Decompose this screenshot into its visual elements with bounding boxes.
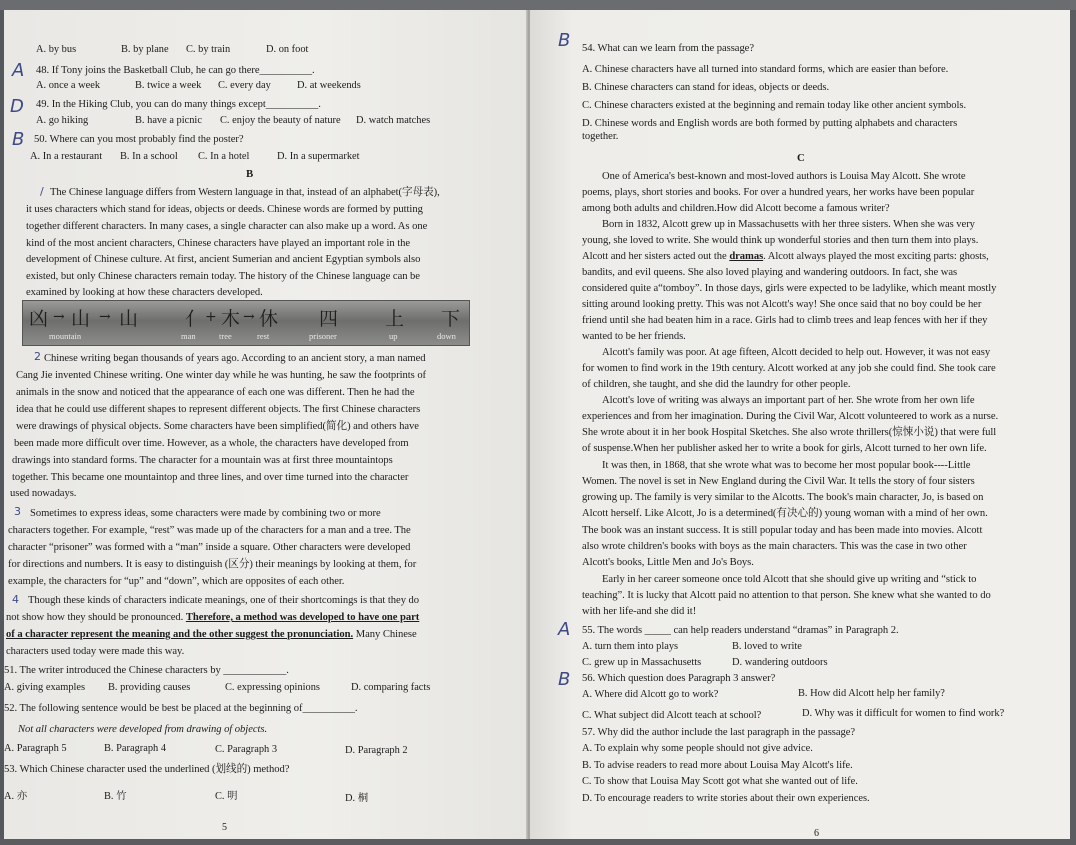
plus-glyph: +	[205, 309, 217, 325]
q53-stem: 53. Which Chinese character used the underlined (划线的) method?	[4, 764, 290, 775]
q53-option-d: D. 桐	[345, 793, 369, 804]
q49-stem: 49. In the Hiking Club, you can do many things except__________.	[36, 99, 321, 110]
c-para3-line: for women to find work in the 19th century. Alcott worked at any job she could find. She took care	[582, 363, 996, 374]
c-para2-line: sitting around looking pretty. This was not Alcott's way! She once said that no boy could be her	[582, 299, 982, 310]
section-b-heading: B	[246, 168, 254, 180]
b-para2-line: drawings into standard forms. The character for a mountain was at first three mountaintops	[12, 455, 393, 466]
caption-mountain: mountain	[49, 331, 82, 341]
arrow-glyph: →	[53, 309, 65, 325]
c-para2-line: friend until she had beaten him in a race. Girls had to climb trees and leap fences with her if they	[582, 315, 988, 326]
q49-option-c: C. enjoy the beauty of nature	[220, 115, 341, 126]
q51-stem: 51. The writer introduced the Chinese characters by ____________.	[4, 665, 289, 676]
c-para1-line: among both adults and children.How did Alcott become a famous writer?	[582, 203, 890, 214]
q54-option-a: A. Chinese characters have all turned into standard forms, which are easier than before.	[582, 64, 949, 75]
q55-option-c: C. grew up in Massachusetts	[582, 657, 702, 668]
paragraph-4-mark: 4	[12, 593, 19, 606]
q54-answer-mark: B	[558, 30, 571, 51]
b-para3-line: character “prisoner” was formed with a “man” inside a square. Other characters were developed	[8, 542, 411, 553]
q50-option-b: B. In a school	[120, 151, 178, 162]
c-para2-line: Born in 1832, Alcott grew up in Massachusetts with her three sisters. When she was very	[602, 219, 975, 230]
q49-answer-mark: D	[10, 96, 24, 117]
c-para2-line: considered quite a“tomboy”. In those days, girls were expected to be ladylike, which meant mostly	[582, 283, 997, 294]
c-para5-line: The book was an instant success. It is still popular today and has been made into movies. Alcott	[582, 525, 983, 536]
q57-option-a: A. To explain why some people should not give advice.	[582, 743, 813, 754]
glyph-mountain-modern: 山	[119, 308, 139, 330]
page-number-left: 5	[222, 822, 227, 833]
q49-option-d: D. watch matches	[356, 115, 431, 126]
arrow-glyph: →	[243, 309, 255, 325]
q51-option-d: D. comparing facts	[351, 682, 431, 693]
b-para1-line: together different characters. In many cases, a single character can also make up a word. As one	[26, 221, 428, 232]
c-para6-line: with her life-and she did it!	[582, 606, 697, 617]
q57-option-d: D. To encourage readers to write stories about their own experiences.	[582, 793, 870, 804]
c-para1-line: poems, plays, short stories and books. For over a hundred years, her works have been popular	[582, 187, 975, 198]
caption-tree: tree	[219, 331, 232, 341]
q50-option-a: A. In a restaurant	[30, 151, 103, 162]
q48-answer-mark: A	[12, 60, 25, 81]
glyph-mountain-ancient: 凶	[29, 308, 49, 330]
q56-stem: 56. Which question does Paragraph 3 answer?	[582, 673, 776, 684]
glyph-prisoner: 四	[319, 308, 339, 330]
caption-down: down	[437, 331, 456, 341]
b-para2-line: Chinese writing began thousands of years ago. According to an ancient story, a man named	[44, 353, 426, 364]
b-para3-line: Sometimes to express ideas, some characters were made by combining two or more	[30, 508, 381, 519]
section-c-heading: C	[797, 152, 805, 164]
glyph-rest: 休	[259, 308, 279, 330]
c-para4-line: She wrote about it in her book Hospital Sketches. She also wrote thrillers(惊悚小说) that were full	[582, 427, 997, 438]
b-para1-line: development of Chinese culture. At first, ancient Sumerian and ancient Egyptian symbols also	[26, 254, 421, 265]
q57-option-c: C. To show that Louisa May Scott got what she wanted out of life.	[582, 776, 858, 787]
q51-option-b: B. providing causes	[108, 682, 191, 693]
c-para4-line: Alcott's love of writing was always an important part of her. She wrote from her own life	[602, 395, 975, 406]
q49-option-b: B. have a picnic	[135, 115, 202, 126]
c-para3-line: Alcott's family was poor. At age fifteen, Alcott decided to help out. However, it was not easy	[602, 347, 991, 358]
scan-top-edge	[0, 0, 1076, 10]
q55-option-a: A. turn them into plays	[582, 641, 679, 652]
c-para5-line: Alcott herself. Like Alcott, Jo is a determined(有决心的) young woman with a mind of her own.	[582, 508, 988, 519]
q56-answer-mark: B	[558, 669, 571, 690]
q50-option-d: D. In a supermarket	[277, 151, 360, 162]
scan-bottom-edge	[0, 839, 1076, 845]
q48-option-c: C. every day	[218, 80, 271, 91]
c-para2-line: wanted to be her friends.	[582, 331, 686, 342]
character-evolution-strip	[22, 300, 470, 346]
q56-option-c: C. What subject did Alcott teach at school?	[582, 710, 762, 721]
c-para5-line: It was then, in 1868, that she wrote what was to become her most popular book----Little	[602, 460, 971, 471]
b-para3-line: example, the characters for “up” and “down”, which are opposites of each other.	[8, 576, 345, 587]
q52-option-a: A. Paragraph 5	[4, 743, 67, 754]
q47-option-c: C. by train	[186, 44, 231, 55]
b-para4-line1: Though these kinds of characters indicate meanings, one of their shortcomings is that they do	[28, 595, 420, 606]
b-para1-line: kind of the most ancient characters, Chinese characters have played an important role in the	[26, 238, 410, 249]
c-para1-line: One of America's best-known and most-loved authors is Louisa May Alcott. She wrote	[602, 171, 966, 182]
glyph-tree: 木	[221, 308, 241, 330]
paragraph-1-mark: /	[40, 185, 44, 198]
q57-option-b: B. To advise readers to read more about Louisa May Alcott's life.	[582, 760, 853, 771]
q52-option-c: C. Paragraph 3	[215, 744, 278, 755]
q55-stem: 55. The words _____ can help readers understand “dramas” in Paragraph 2.	[582, 625, 899, 636]
b-para1-line: examined by looking at how these characters developed.	[26, 287, 263, 298]
arrow-glyph: →	[99, 309, 111, 325]
b-para2-line: were drawings of physical objects. Some characters have been simplified(简化) and others have	[16, 421, 419, 432]
b-para2-line: animals in the snow and noticed that the appearance of each one was different. Then he had the	[16, 387, 415, 398]
q55-option-b: B. loved to write	[732, 641, 802, 652]
c-para6-line: teaching”. It is lucky that Alcott paid no attention to that person. She knew what she wanted to do	[582, 590, 991, 601]
glyph-up: 上	[385, 308, 405, 330]
q51-option-a: A. giving examples	[4, 682, 86, 693]
q54-stem: 54. What can we learn from the passage?	[582, 43, 754, 54]
b-para3-line: for directions and numbers. It is easy to distinguish (区分) their meanings by looking at them, for	[8, 559, 417, 570]
c-para4-line: of suspense.When her publisher asked her to write a book for girls, Alcott turned to her own life.	[582, 443, 987, 454]
caption-prisoner: prisoner	[309, 331, 337, 341]
q51-option-c: C. expressing opinions	[225, 682, 320, 693]
c-para5-line: Women. The novel is set in New England during the Civil War. It tells the story of four sisters	[582, 476, 975, 487]
caption-up: up	[389, 331, 398, 341]
b-para2-line: used nowadays.	[10, 488, 77, 499]
caption-rest: rest	[257, 331, 270, 341]
q48-option-a: A. once a week	[36, 80, 101, 91]
paragraph-2-mark: 2	[34, 350, 41, 363]
c-para2-line: young, she loved to write. She would think up wonderful stories and then turn them into plays.	[582, 235, 979, 246]
q50-stem: 50. Where can you most probably find the poster?	[34, 134, 244, 145]
q54-option-c: C. Chinese characters existed at the beginning and remain today like other ancient symbols.	[582, 100, 967, 111]
q52-sentence: Not all characters were developed from drawing of objects.	[18, 724, 268, 735]
q49-option-a: A. go hiking	[36, 115, 89, 126]
glyph-mountain-middle: 山	[71, 308, 91, 330]
underlined-sentence-part2: of a character represent the meaning and the other suggest the pronunciation.	[6, 629, 354, 640]
glyph-down: 下	[441, 308, 461, 330]
c-para3-line: of children, she taught, and she did the laundry for other people.	[582, 379, 851, 390]
q50-answer-mark: B	[12, 129, 25, 150]
b-para1-line: existed, but only Chinese characters remain today. The history of the Chinese language can be	[26, 271, 420, 282]
q50-option-c: C. In a hotel	[198, 151, 250, 162]
q56-option-b: B. How did Alcott help her family?	[798, 688, 945, 699]
c-para2-line: bandits, and evil queens. She also loved playing and wandering outdoors. In fact, she was	[582, 267, 958, 278]
glyph-man: 亻	[185, 308, 205, 330]
q56-option-d: D. Why was it difficult for women to find work?	[802, 708, 1005, 719]
c-para5-line: growing up. The family is very similar to the Alcotts. The book's main character, Jo, is based on	[582, 492, 984, 503]
q52-option-d: D. Paragraph 2	[345, 745, 408, 756]
q53-option-a: A. 亦	[4, 791, 28, 802]
b-para4-line3: of a character represent the meaning and the other suggest the pronunciation. Many Chinese	[6, 629, 417, 640]
q56-option-a: A. Where did Alcott go to work?	[582, 689, 719, 700]
q48-option-d: D. at weekends	[297, 80, 361, 91]
b-para3-line: characters together. For example, “rest” was made up of the characters for a man and a tree. The	[8, 525, 411, 536]
b-para2-line: together. This became one mountaintop and three lines, and over time turned into the character	[12, 472, 409, 483]
q47-option-d: D. on foot	[266, 44, 309, 55]
q47-option-a: A. by bus	[36, 44, 77, 55]
b-para2-line: been made more difficult over time. However, as a whole, the characters have developed from	[14, 438, 409, 449]
q47-option-b: B. by plane	[121, 44, 169, 55]
q48-option-b: B. twice a week	[135, 80, 202, 91]
c-para2-line: Alcott and her sisters acted out the dramas. Alcott always played the most exciting parts: ghosts,	[582, 251, 989, 262]
paragraph-3-mark: 3	[14, 505, 21, 518]
b-para1-line: The Chinese language differs from Western language in that, instead of an alphabet(字母表),	[50, 187, 440, 198]
c-para6-line: Early in her career someone once told Alcott that she should give up writing and “stick to	[602, 574, 977, 585]
q52-option-b: B. Paragraph 4	[104, 743, 167, 754]
c-para4-line: experiences and from her imagination. During the Civil War, Alcott volunteered to work as a nurse.	[582, 411, 999, 422]
q57-stem: 57. Why did the author include the last paragraph in the passage?	[582, 727, 856, 738]
q55-option-d: D. wandering outdoors	[732, 657, 828, 668]
b-para2-line: idea that he could use different shapes to represent different objects. The first Chinese characters	[16, 404, 421, 415]
q52-stem: 52. The following sentence would be best be placed at the beginning of__________.	[4, 703, 358, 714]
q54-option-d: D. Chinese words and English words are both formed by putting alphabets and characters	[582, 118, 958, 129]
right-page	[530, 10, 1070, 839]
left-page	[4, 10, 528, 839]
b-para2-line: Cang Jie invented Chinese writing. One winter day while he was hunting, he saw the footprints of	[16, 370, 427, 381]
q54-option-b: B. Chinese characters can stand for ideas, objects or deeds.	[582, 82, 830, 93]
underlined-word-dramas: dramas	[729, 251, 764, 262]
q48-stem: 48. If Tony joins the Basketball Club, he can go there__________.	[36, 65, 315, 76]
page-number-right: 6	[814, 828, 819, 839]
q54-option-d-cont: together.	[582, 131, 619, 142]
c-para5-line: also wrote children's books with boys as the main characters. This was the case in two other	[582, 541, 967, 552]
underlined-sentence-part1: Therefore, a method was developed to have one part	[185, 612, 420, 623]
caption-man: man	[181, 331, 196, 341]
b-para4-line4: characters used today were made this way.	[6, 646, 185, 657]
c-para5-line: Alcott's books, Little Men and Jo's Boys.	[582, 557, 754, 568]
q53-option-b: B. 竹	[104, 791, 127, 802]
b-para4-line2: not show how they should be pronounced. Therefore, a method was developed to have one part	[6, 612, 420, 623]
b-para1-line: it uses characters which stand for ideas, objects or deeds. Chinese words are formed by putting	[26, 204, 423, 215]
q55-answer-mark: A	[558, 619, 571, 640]
q53-option-c: C. 明	[215, 791, 238, 802]
